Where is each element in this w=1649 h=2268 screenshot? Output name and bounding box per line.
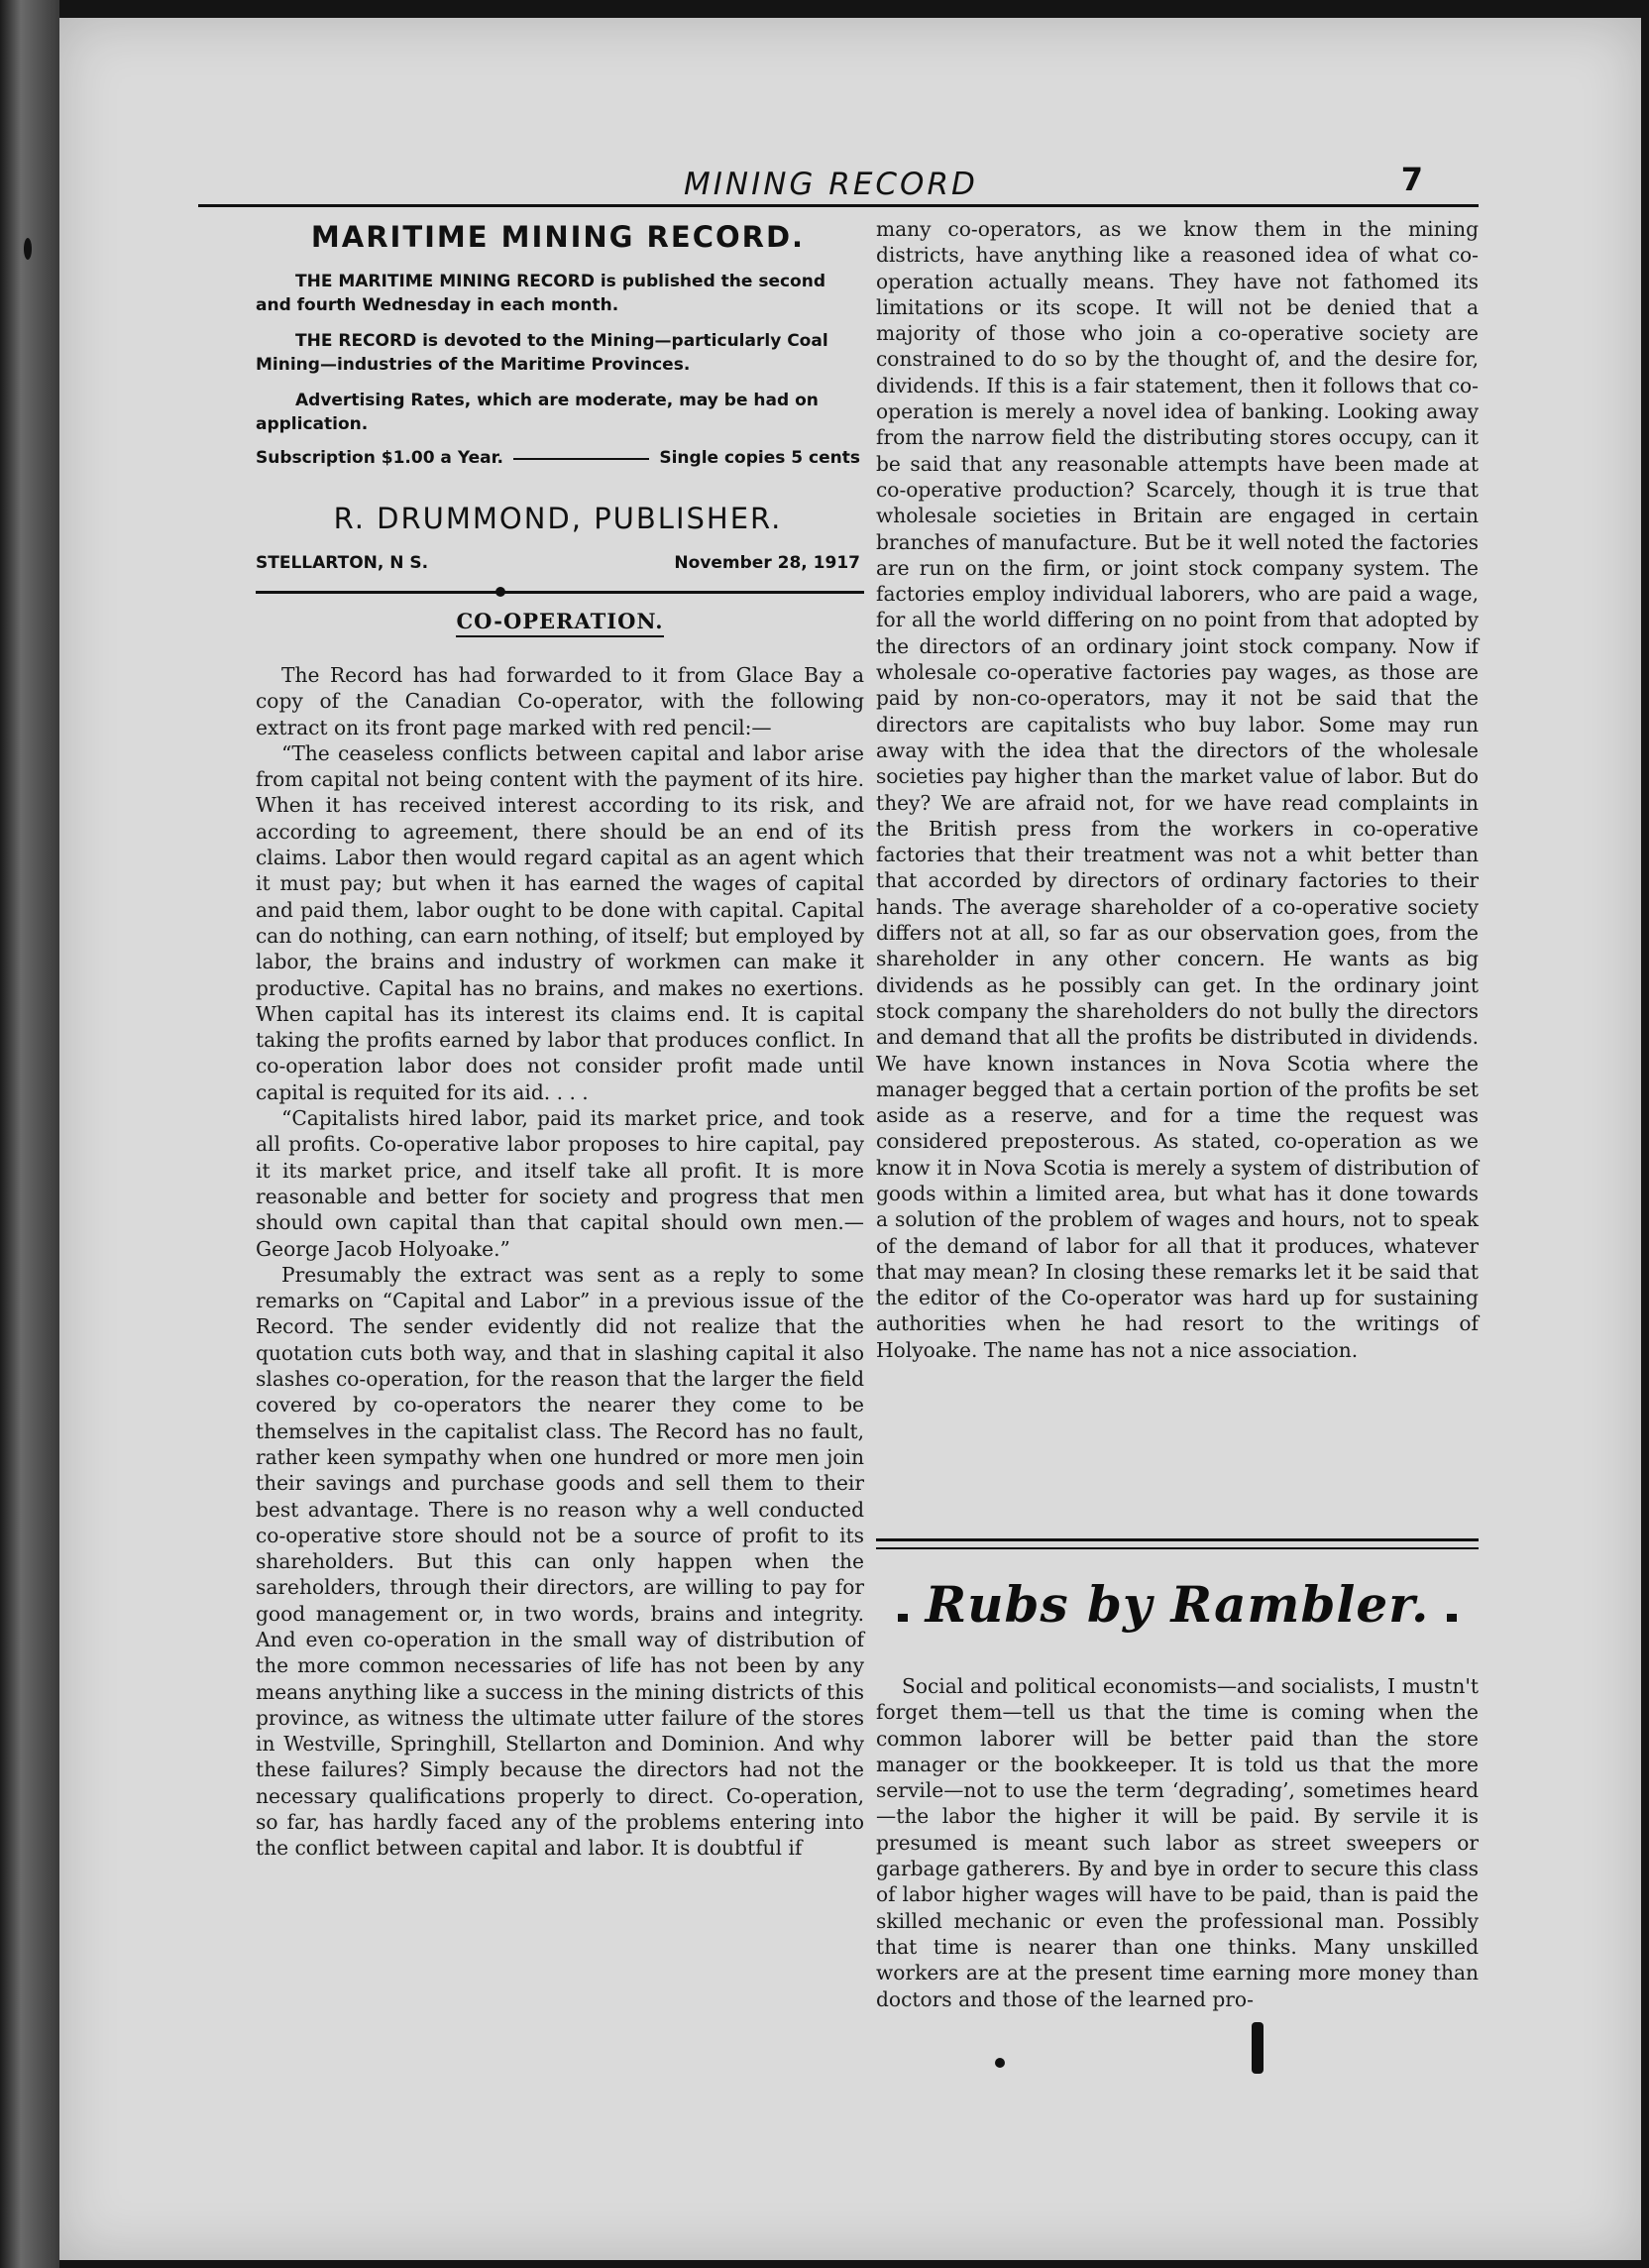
rambler-heading-text: Rubs by Rambler.: [925, 1575, 1430, 1634]
ink-blot: [1252, 2022, 1264, 2074]
heading-ornament: [1447, 1614, 1457, 1622]
running-head-title: MINING RECORD: [684, 167, 978, 202]
dateline: [256, 553, 860, 573]
article-left-column: [256, 662, 864, 1862]
publisher-name: R. DRUMMOND, PUBLISHER.: [333, 502, 783, 535]
article-right-column: [876, 216, 1479, 1363]
scan-speck: [24, 238, 32, 260]
masthead-scope-note: THE RECORD is devoted to the Mining—particularly Coal Mining—industries of the Maritime Provinces.: [256, 331, 828, 375]
article-paragraph: “Capitalists hired labor, paid its market price, and took all profits. Co-operative labor proposes to hire capital, pay it its market price, and itself take all profit. It is more reasonable and better for society and progress that men should own capital than that capital should own men.—George Jacob Holyoake.”: [256, 1106, 864, 1261]
masthead-rule: [256, 591, 864, 594]
scan-binding-edge: [0, 0, 59, 2268]
article-heading: [256, 609, 864, 633]
masthead-subscription-line: [256, 448, 860, 468]
single-copy-price: Single copies 5 cents: [659, 448, 860, 468]
masthead-advertising-note: Advertising Rates, which are moderate, may be had on application.: [256, 391, 819, 434]
section-double-rule: [876, 1538, 1479, 1549]
heading-ornament: [898, 1614, 908, 1622]
article-paragraph: The Record has had forwarded to it from Glace Bay a copy of the Canadian Co-operator, with the following extract on its front page marked with red pencil:—: [256, 663, 864, 739]
scan-speck: [995, 2058, 1005, 2068]
separator-rule: [513, 448, 649, 460]
masthead: [256, 220, 860, 573]
issue-date: November 28, 1917: [674, 553, 860, 573]
masthead-title: MARITIME MINING RECORD.: [310, 220, 806, 254]
page-number: 7: [1400, 161, 1423, 198]
scan-speck: [495, 587, 505, 597]
running-head: [198, 159, 1479, 207]
rambler-column: [876, 1673, 1479, 2012]
article-continuation: many co-operators, as we know them in the mining districts, have anything like a reasoned idea of what co-operation actually means. They have not fathomed its limitations or its scope. It will not be denied that a majority of those who join a co-operative society are constrained to do so by the thought of, and the desire for, dividends. If this is a fair statement, then it follows that co-operation is merely a novel idea of banking. Looking away from the narrow field the distributing stores occupy, can it be said that any reasonable attempts have been made at co-operative production? Scarcely, though it is true that wholesale societies in Britain are engaged in certain branches of manufacture. But be it well noted the factories are run on the firm, or joint stock company system. The factories employ individual laborers, who are paid a wage, for all the world differing on no point from that adopted by the directors of an ordinary joint stock company. Now if wholesale co-operative factories pay wages, as those are paid by non-co-operators, may it not be said that the directors are capitalists who buy labor. Some may run away with the idea that the directors of the wholesale societies pay higher than the market value of labor. But do they? We are afraid not, for we have read complaints in the British press from the workers in co-operative factories that their treatment was not a whit better than that accorded by directors of ordinary factories to their hands. The average shareholder of a co-operative society differs not at all, so far as our observation goes, from the shareholder in any other concern. He wants as big dividends as he possibly can get. In the ordinary joint stock company the shareholders do not bully the directors and demand that all the profits be distributed in dividends. We have known instances in Nova Scotia where the manager begged that a certain portion of the profits be set aside as a reserve, and for a time the request was considered preposterous. As stated, co-operation as we know it in Nova Scotia is merely a system of distribution of goods within a limited area, but what has it done towards a solution of the problem of wages and hours, not to speak of the demand of labor for all that it produces, whatever that may mean? In closing these remarks let it be said that the editor of the Co-operator was hard up for sustaining authorities when he had resort to the writings of Holyoake. The name has not a nice association.: [876, 217, 1479, 1362]
rambler-heading: [876, 1560, 1479, 1649]
article-heading-text: CO-OPERATION.: [456, 609, 663, 637]
article-paragraph: Presumably the extract was sent as a reply to some remarks on “Capital and Labor” in a previous issue of the Record. The sender evidently did not realize that the quotation cuts both way, and that in slashing capital it also slashes co-operation, for the reason that the larger the field covered by co-operators the nearer they come to be themselves in the capitalist class. The Record has no fault, rather keen sympathy when one hundred or more men join their savings and purchase goods and sell them to their best advantage. There is no reason why a well conducted co-operative store should not be a source of profit to its shareholders. But this can only happen when the sareholders, through their directors, are willing to pay for good management or, in two words, brains and integrity. And even co-operation in the small way of distribution of the more common necessaries of life has not been by any means anything like a success in the mining districts of this province, as witness the ultimate utter failure of the stores in Westville, Springhill, Stellarton and Dominion. And why these failures? Simply because the directors had not the necessary qualifications properly to direct. Co-operation, so far, has hardly faced any of the problems entering into the conflict between capital and labor. It is doubtful if: [256, 1262, 864, 1861]
place-of-publication: STELLARTON, N S.: [256, 553, 429, 573]
masthead-publication-note: THE MARITIME MINING RECORD is published the second and fourth Wednesday in each month.: [256, 272, 826, 315]
article-paragraph: “The ceaseless conflicts between capital and labor arise from capital not being content with the payment of its hire. When it has received interest according to its risk, and according to agreement, there should be an end of its claims. Labor then would regard capital as an agent which it must pay; but when it has earned the wages of capital and paid them, labor ought to be done with capital. Capital can do nothing, can earn nothing, of itself; but employed by labor, the brains and industry of workmen can make it productive. Capital has no brains, and makes no exertions. When capital has its interest its claims end. It is capital taking the profits earned by labor that produces conflict. In co-operation labor does not consider profit made until capital is requited for its aid. . . .: [256, 740, 864, 1104]
rambler-paragraph: Social and political economists—and socialists, I mustn't forget them—tell us that the time is coming when the common laborer will be better paid than the store manager or the bookkeeper. It is told us that the more servile—not to use the term ‘degrading’, sometimes heard—the labor the higher it will be paid. By servile it is presumed is meant such labor as street sweepers or garbage gatherers. By and bye in order to secure this class of labor higher wages will have to be paid, than is paid the skilled mechanic or even the professional man. Possibly that time is nearer than one thinks. Many unskilled workers are at the present time earning more money than doctors and those of the learned pro-: [876, 1674, 1479, 2011]
subscription-price: Subscription $1.00 a Year.: [256, 448, 503, 468]
